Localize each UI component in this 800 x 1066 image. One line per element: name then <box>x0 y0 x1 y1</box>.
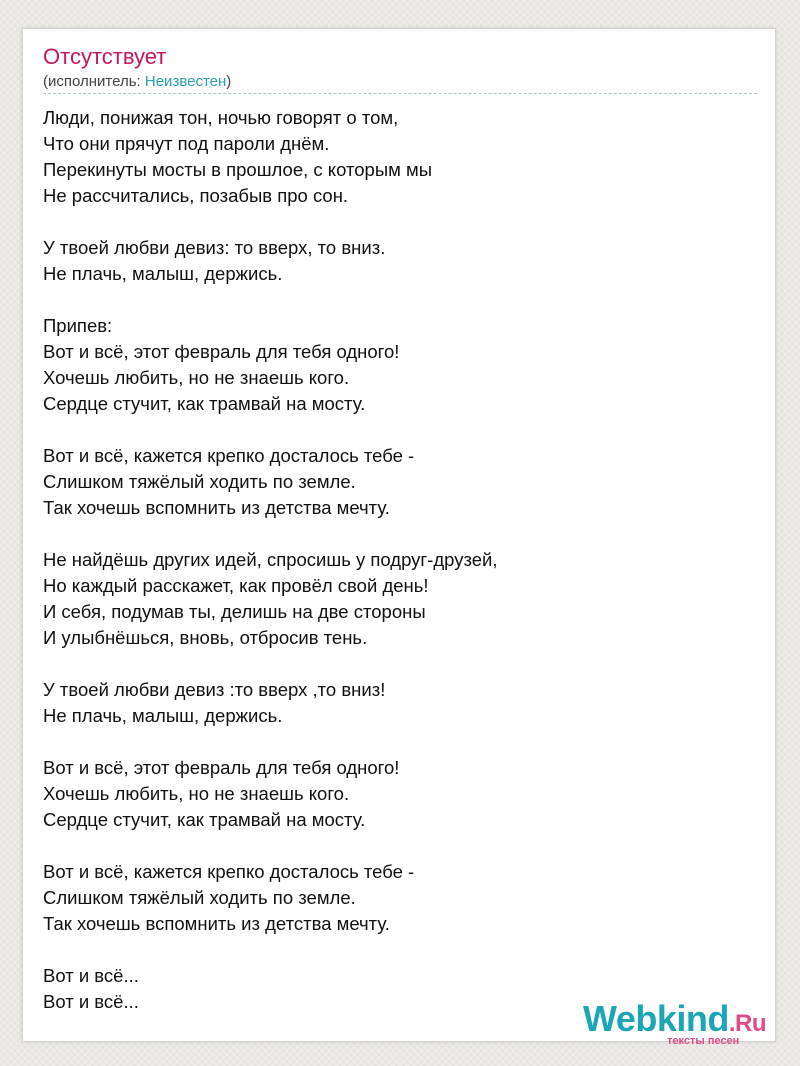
artist-link[interactable]: Неизвестен <box>144 73 227 90</box>
lyric-line: Сердце стучит, как трамвай на мосту. <box>43 809 366 830</box>
stanza-gap <box>43 417 743 443</box>
lyrics-text <box>43 105 743 1015</box>
lyric-line: Что они прячут под пароли днём. <box>43 133 330 154</box>
lyric-line: И себя, подумав ты, делишь на две стороны <box>43 601 426 622</box>
logo-main-text: Webkind <box>583 998 729 1039</box>
lyric-line: Сердце стучит, как трамвай на мосту. <box>43 393 366 414</box>
lyric-line: Вот и всё... <box>43 991 139 1012</box>
lyric-line: Слишком тяжёлый ходить по земле. <box>43 887 356 908</box>
lyric-line: Хочешь любить, но не знаешь кого. <box>43 367 350 388</box>
lyric-line: Так хочешь вспомнить из детства мечту. <box>43 497 390 518</box>
logo-tagline: тексты песен <box>667 1035 740 1047</box>
stanza-gap <box>43 833 743 859</box>
lyric-line: Хочешь любить, но не знаешь кого. <box>43 783 350 804</box>
lyric-line: Не плачь, малыш, держись. <box>43 705 283 726</box>
stanza-gap <box>43 209 743 235</box>
artist-info <box>43 73 231 91</box>
lyric-line: Вот и всё, этот февраль для тебя одного! <box>43 757 400 778</box>
title-divider <box>43 93 757 94</box>
lyric-line: У твоей любви девиз: то вверх, то вниз. <box>43 237 386 258</box>
lyric-line: Вот и всё... <box>43 965 139 986</box>
lyric-line: Вот и всё, кажется крепко досталось тебе - <box>43 445 415 466</box>
lyric-line: Вот и всё, этот февраль для тебя одного! <box>43 341 400 362</box>
song-title: Отсутствует <box>43 44 167 69</box>
lyric-line: У твоей любви девиз :то вверх ,то вниз! <box>43 679 386 700</box>
lyric-line: Вот и всё, кажется крепко досталось тебе - <box>43 861 415 882</box>
stanza-gap <box>43 651 743 677</box>
lyric-line: Не плачь, малыш, держись. <box>43 263 283 284</box>
stanza-gap <box>43 729 743 755</box>
lyric-line: Не рассчитались, позабыв про сон. <box>43 185 349 206</box>
lyric-line: Слишком тяжёлый ходить по земле. <box>43 471 356 492</box>
lyric-line: Но каждый расскажет, как провёл свой день! <box>43 575 429 596</box>
lyrics-card <box>22 28 776 1047</box>
lyric-line: И улыбнёшься, вновь, отбросив тень. <box>43 627 368 648</box>
lyric-line: Припев: <box>43 315 113 336</box>
site-logo[interactable] <box>583 999 783 1049</box>
artist-suffix: ) <box>226 73 232 90</box>
stanza-gap <box>43 521 743 547</box>
lyric-line: Перекинуты мосты в прошлое, с которым мы <box>43 159 432 180</box>
stanza-gap <box>43 287 743 313</box>
lyric-line: Не найдёшь других идей, спросишь у подруг-друзей, <box>43 549 498 570</box>
artist-prefix: (исполнитель: <box>43 73 145 90</box>
lyric-line: Так хочешь вспомнить из детства мечту. <box>43 913 390 934</box>
logo-suffix: .Ru <box>728 1010 767 1037</box>
stanza-gap <box>43 937 743 963</box>
lyric-line: Люди, понижая тон, ночью говорят о том, <box>43 107 399 128</box>
